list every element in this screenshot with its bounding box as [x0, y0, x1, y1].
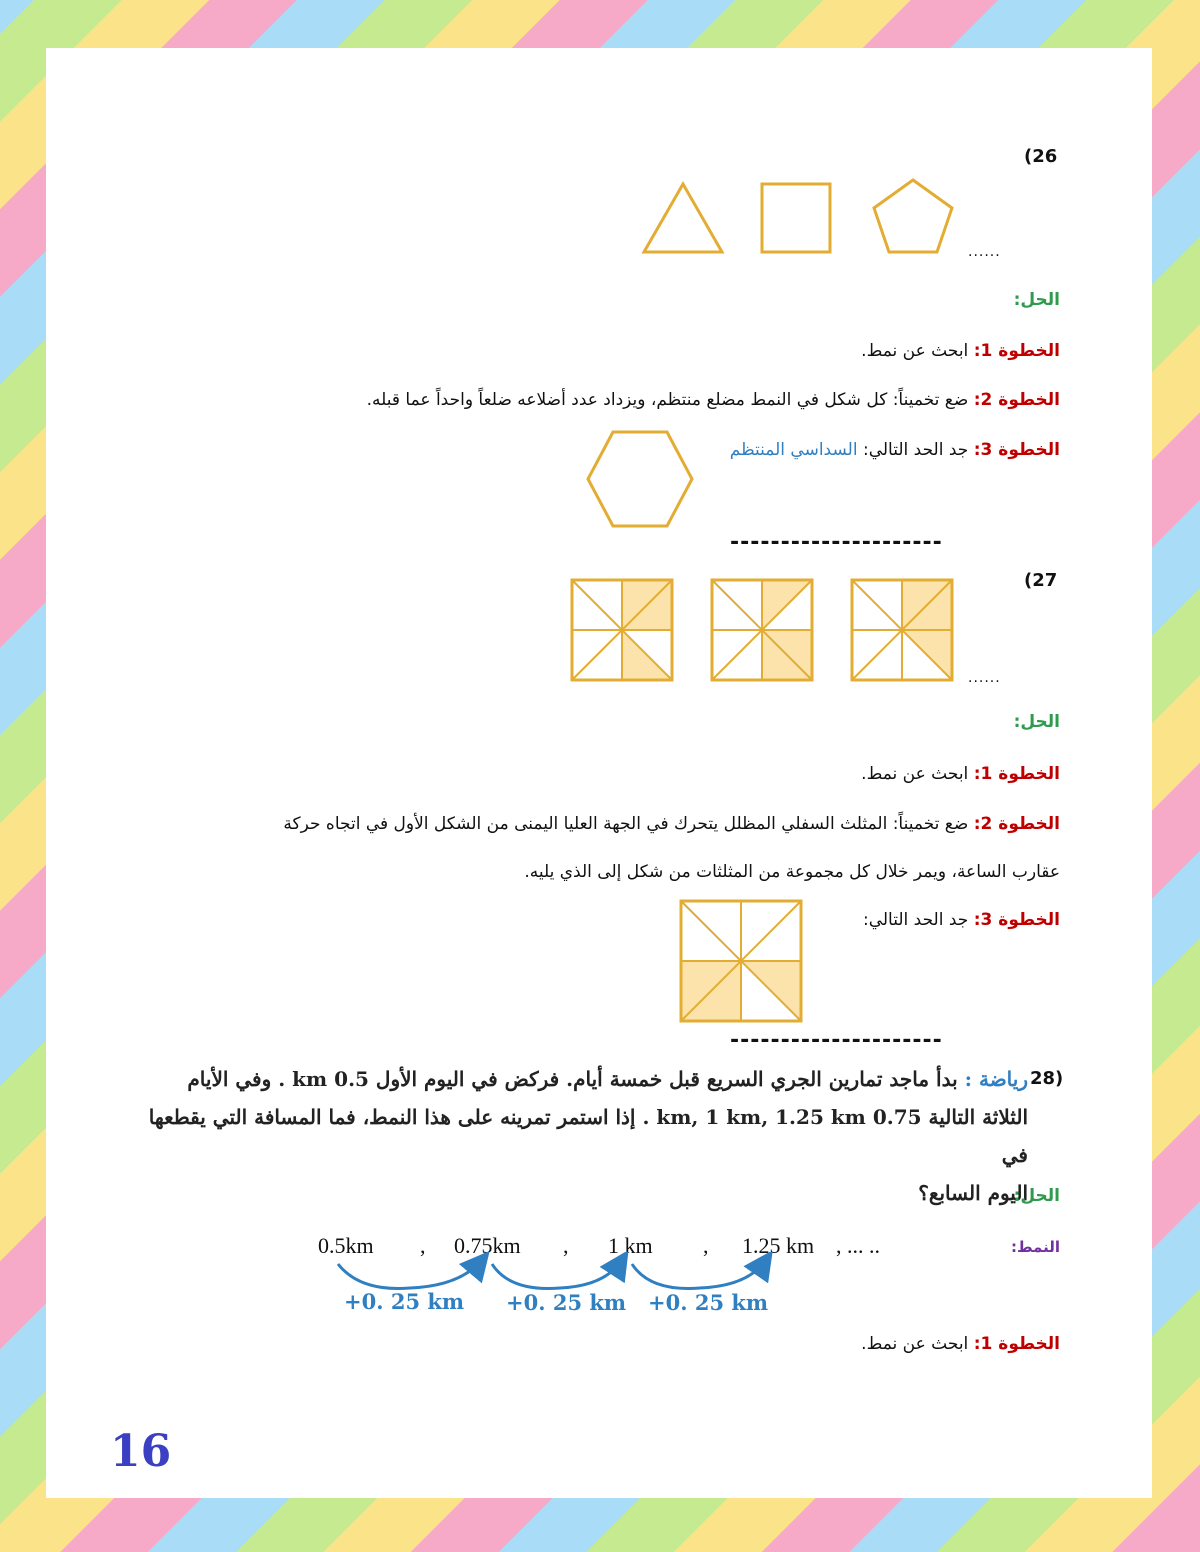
arrow-1	[338, 1260, 482, 1289]
q28-number: 28)	[1030, 1068, 1064, 1089]
sequence-comma: ,	[703, 1233, 709, 1258]
q26-step2: الخطوة 2: ضع تخميناً: كل شكل في النمط مضلع منتظم، ويزداد عدد أضلاعه ضلعاً واحداً عما قبله.	[366, 390, 1060, 410]
q27-step2-line1: الخطوة 2: ضع تخميناً: المثلث السفلي المظلل يتحرك في الجهة العليا اليمنى من الشكل الأول في اتجاه حركة	[283, 814, 1060, 834]
q26-ellipsis: ......	[968, 244, 1001, 260]
q27-step1: الخطوة 1: ابحث عن نمط.	[861, 764, 1060, 784]
q26-step1: الخطوة 1: ابحث عن نمط.	[861, 341, 1060, 361]
q27-ellipsis: ......	[968, 670, 1001, 686]
q27-figure-1	[572, 580, 672, 680]
pentagon-shape	[874, 180, 952, 252]
increment-label-3: +0. 25 km	[648, 1290, 769, 1315]
q26-step3: الخطوة 3: جد الحد التالي: السداسي المنتظم	[729, 440, 1060, 460]
sequence-term-4: 1.25 km	[742, 1233, 815, 1258]
hexagon-shape	[588, 432, 692, 526]
q27-step3: الخطوة 3: جد الحد التالي:	[862, 910, 1060, 930]
q26-shape-sequence	[630, 170, 970, 265]
increment-label-1: +0. 25 km	[344, 1289, 465, 1314]
separator-1: ---------------------	[730, 530, 943, 555]
q27-step2-line2: عقارب الساعة، ويمر خلال كل مجموعة من المثلثات من شكل إلى الذي يليه.	[524, 862, 1060, 882]
sequence-tail: , ... ..	[836, 1233, 880, 1258]
sequence-comma: ,	[563, 1233, 569, 1258]
q27-answer-figure	[676, 896, 806, 1024]
q27-number: (27	[1024, 570, 1058, 591]
q26-number: (26	[1024, 146, 1058, 167]
triangle-shape	[644, 184, 722, 252]
q28-topic-tag: رياضة :	[964, 1067, 1028, 1091]
arrow-2	[492, 1260, 622, 1289]
sequence-comma: ,	[420, 1233, 426, 1258]
sequence-term-3: 1 km	[608, 1233, 653, 1258]
square-shape	[762, 184, 830, 252]
q26-answer-hexagon	[580, 428, 700, 534]
page-number: 16	[110, 1426, 172, 1477]
separator-2: ---------------------	[730, 1028, 943, 1053]
q27-shape-sequence	[568, 576, 958, 684]
q28-question-text: رياضة : بدأ ماجد تمارين الجري السريع قبل خمسة أيام. فركض في اليوم الأول 0.5 km . وفي الأيام الثلاثة التالية 0.75 km, 1 km, 1.25 km . إذا استمر تمرينه على هذا النمط، فما المسافة التي يقطعها في اليوم السابع؟	[148, 1067, 1028, 1205]
arrow-3	[632, 1260, 766, 1289]
q27-solution-label: الحل:	[1013, 712, 1060, 732]
increment-label-2: +0. 25 km	[506, 1290, 627, 1315]
q27-figure-2	[712, 580, 812, 680]
sequence-term-1: 0.5km	[318, 1233, 374, 1258]
q28-pattern-label: النمط:	[1010, 1238, 1060, 1256]
q26-solution-label: الحل:	[1013, 290, 1060, 310]
q27-figure-3	[852, 580, 952, 680]
sequence-term-2: 0.75km	[454, 1233, 521, 1258]
q28-solution-label: الحل:	[1013, 1186, 1060, 1206]
q28-step1: الخطوة 1: ابحث عن نمط.	[861, 1334, 1060, 1354]
